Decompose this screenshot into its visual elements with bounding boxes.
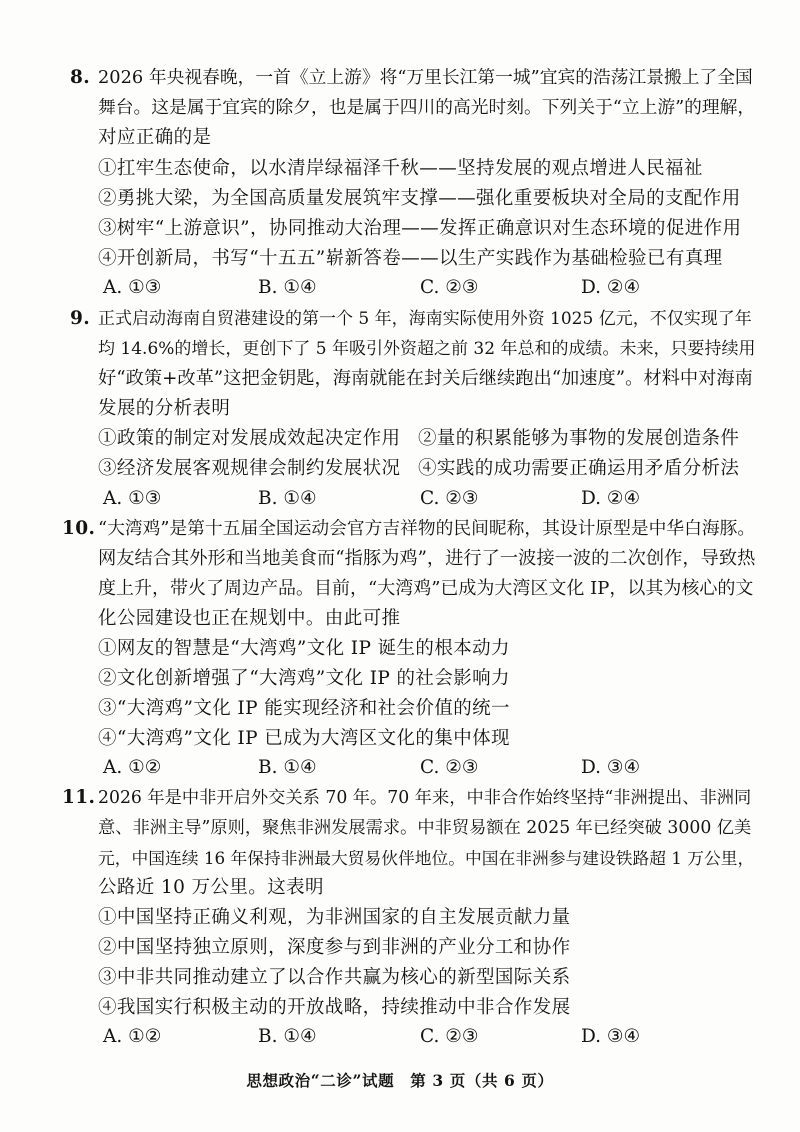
statement-3: ③“大湾鸡”文化 IP 能实现经济和社会价值的统一 — [98, 698, 510, 719]
question-text-line: 发展的分析表明 — [98, 398, 231, 419]
answer-options — [103, 485, 703, 513]
question-text-line: 公路近 10 万公里。这表明 — [98, 877, 324, 898]
statement-1: ①扛牢生态使命，以水清岸绿福泽千秋——坚持发展的观点增进人民福祉 — [98, 158, 703, 179]
page-footer: 思想政治“二诊”试题 第 3 页（共 6 页） — [246, 1071, 554, 1090]
option-c: C. ②③ — [420, 488, 479, 509]
option-b: B. ①④ — [258, 1026, 317, 1047]
question-text-line: 对应正确的是 — [98, 127, 212, 148]
statement-1: ①中国坚持正确义利观，为非洲国家的自主发展贡献力量 — [98, 907, 571, 928]
answer-options — [103, 754, 703, 782]
option-d: D. ③④ — [581, 1026, 641, 1047]
question-text-line: 2026 年央视春晚，一首《立上游》将“万里长江第一城”宜宾的浩荡江景搬上了全国 — [98, 68, 753, 88]
statement-4: ④我国实行积极主动的开放战略，持续推动中非合作发展 — [98, 997, 571, 1018]
statement-2: ②勇挑大梁，为全国高质量发展筑牢支撑——强化重要板块对全局的支配作用 — [98, 188, 741, 209]
statement-1: ①政策的制定对发展成效起决定作用 — [98, 428, 401, 449]
option-a: A. ①③ — [103, 277, 162, 298]
option-c: C. ②③ — [420, 277, 479, 298]
question-text-line: “大湾鸡”是第十五届全国运动会官方吉祥物的民间昵称，其设计原型是中华白海豚。 — [98, 519, 756, 539]
statement-2: ②文化创新增强了“大湾鸡”文化 IP 的社会影响力 — [98, 668, 510, 689]
option-c: C. ②③ — [420, 1026, 479, 1047]
option-d: D. ②④ — [581, 488, 641, 509]
option-b: B. ①④ — [258, 277, 317, 298]
question-text-line: 舞台。这是属于宜宾的除夕，也是属于四川的高光时刻。下列关于“立上游”的理解， — [98, 98, 756, 118]
question-text-line: 正式启动海南自贸港建设的第一个 5 年，海南实际使用外资 1025 亿元，不仅实现了年 — [98, 309, 752, 329]
question-text-line: 化公园建设也正在规划中。由此可推 — [98, 608, 401, 629]
statement-4: ④实践的成功需要正确运用矛盾分析法 — [418, 458, 740, 479]
option-c: C. ②③ — [420, 757, 479, 778]
option-a: A. ①② — [103, 757, 162, 778]
option-a: A. ①③ — [103, 488, 162, 509]
option-b: B. ①④ — [258, 757, 317, 778]
question-text-line: 元，中国连续 16 年保持非洲最大贸易伙伴地位。中国在非洲参与建设铁路超 1 万公里， — [98, 848, 755, 868]
option-a: A. ①② — [103, 1026, 162, 1047]
option-b: B. ①④ — [258, 488, 317, 509]
question-text-line: 网友结合其外形和当地美食而“指豚为鸡”，进行了一波接一波的二次创作，导致热 — [98, 548, 756, 569]
question-text-line: 好“政策+改革”这把金钥匙，海南就能在封关后继续跑出“加速度”。材料中对海南 — [98, 368, 753, 389]
question-number: 9. — [70, 308, 91, 329]
question-text-line: 意、非洲主导”原则，聚焦非洲发展需求。中非贸易额在 2025 年已经突破 3000 亿美 — [98, 818, 752, 838]
statement-3: ③中非共同推动建立了以合作共赢为核心的新型国际关系 — [98, 967, 571, 988]
statement-1: ①网友的智慧是“大湾鸡”文化 IP 诞生的根本动力 — [98, 638, 510, 659]
question-text-line: 度上升，带火了周边产品。目前，“大湾鸡”已成为大湾区文化 IP，以其为核心的文 — [98, 578, 754, 599]
statement-4: ④“大湾鸡”文化 IP 已成为大湾区文化的集中体现 — [98, 728, 510, 749]
statement-2: ②量的积累能够为事物的发展创造条件 — [418, 428, 740, 449]
question-number: 8. — [70, 67, 91, 88]
option-d: D. ②④ — [581, 277, 641, 298]
statement-3: ③树牢“上游意识”，协同推动大治理——发挥正确意识对生态环境的促进作用 — [98, 218, 742, 239]
statement-4: ④开创新局，书写“十五五”崭新答卷——以生产实践作为基础检验已有真理 — [98, 248, 723, 269]
option-d: D. ③④ — [581, 757, 641, 778]
statement-3: ③经济发展客观规律会制约发展状况 — [98, 458, 401, 479]
answer-options — [103, 1023, 703, 1051]
question-number: 10. — [62, 518, 96, 539]
answer-options — [103, 274, 703, 302]
question-text-line: 均 14.6%的增长，更创下了 5 年吸引外资超之前 32 年总和的成绩。未来，只要持续用 — [98, 339, 756, 359]
question-text-line: 2026 年是中非开启外交关系 70 年。70 年来，中非合作始终坚持“非洲提出、非洲同 — [98, 788, 752, 808]
statement-2: ②中国坚持独立原则，深度参与到非洲的产业分工和协作 — [98, 937, 571, 958]
question-number: 11. — [62, 787, 96, 808]
